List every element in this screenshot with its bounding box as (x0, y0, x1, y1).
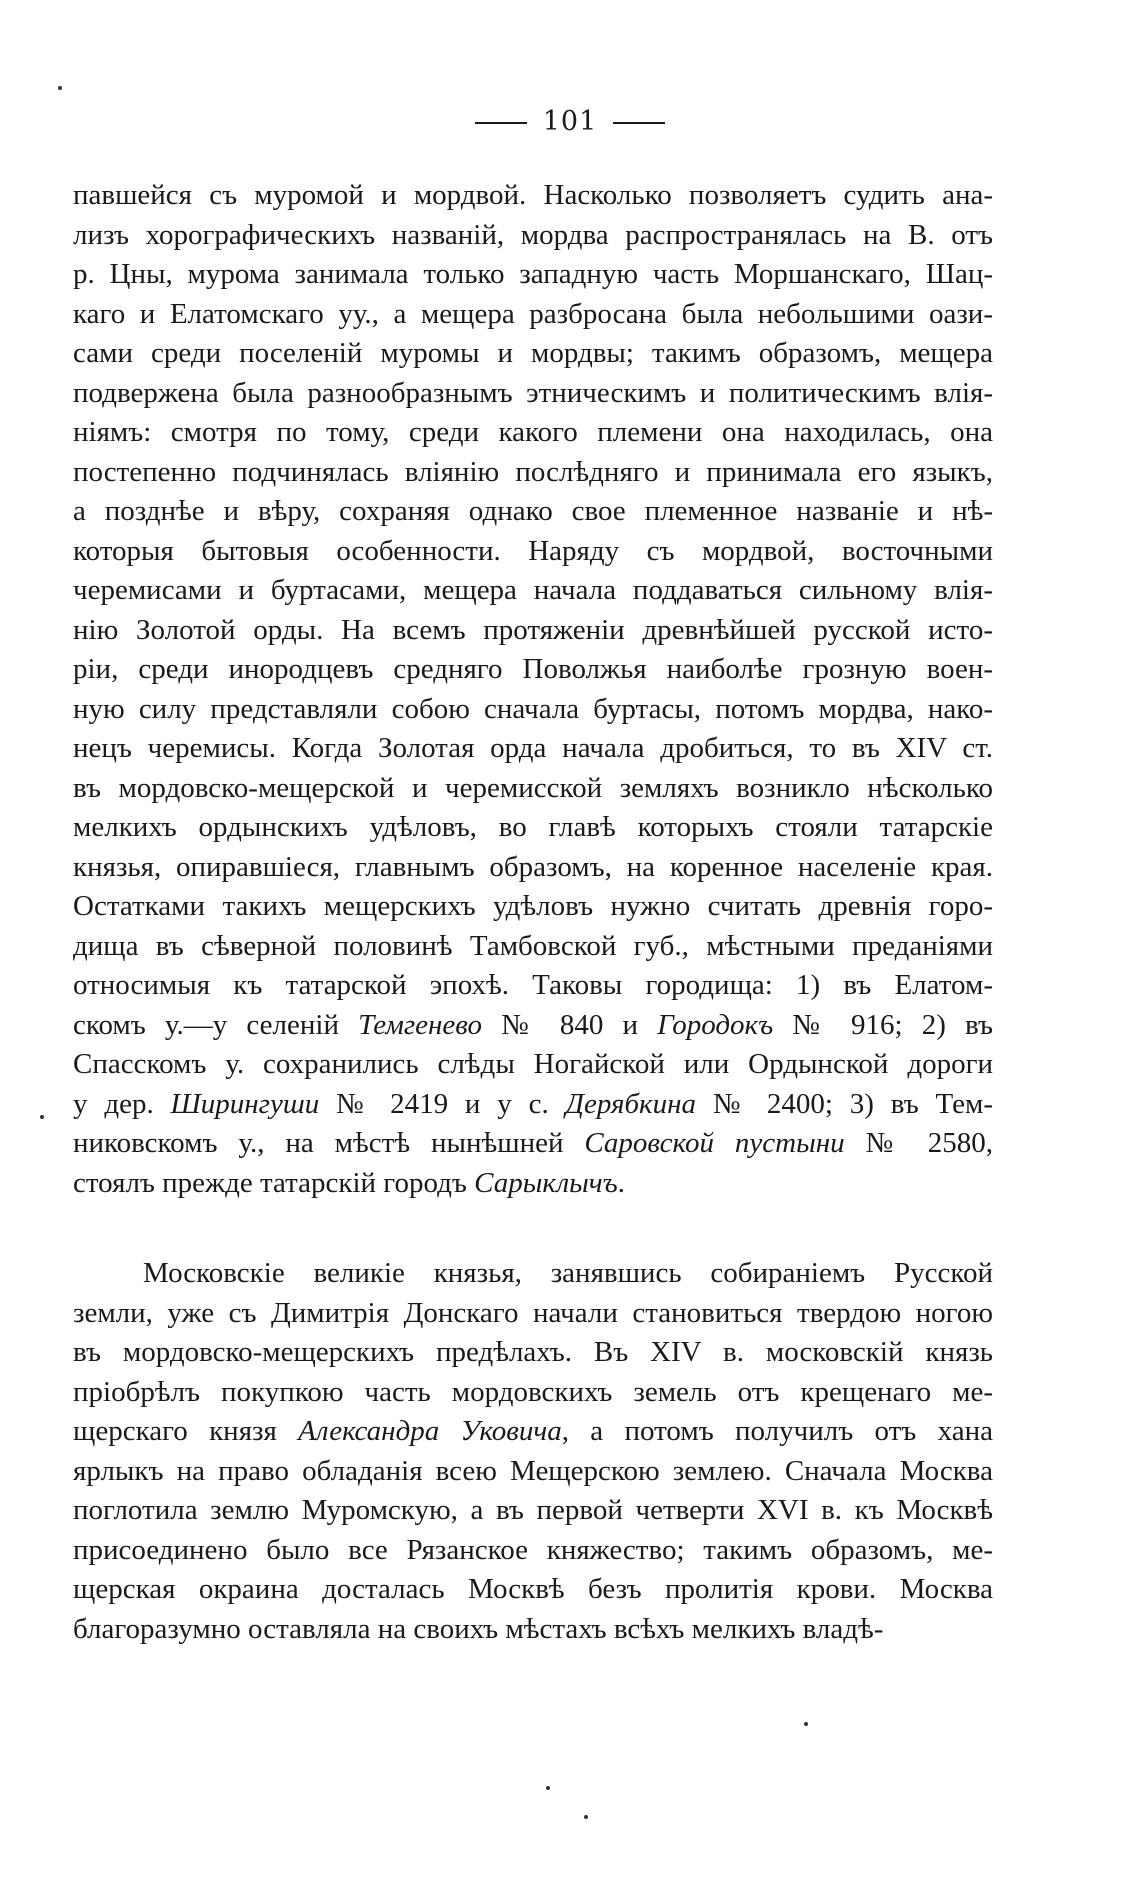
page-number: 101 (542, 106, 598, 137)
text-segment: № 840 и (482, 1008, 658, 1041)
text-line: сами среди поселеній муромы и мордвы; такимъ образомъ, мещера (73, 337, 993, 369)
text-segment: стоялъ прежде татарскій городъ (73, 1166, 475, 1199)
text-segment: , а потомъ получилъ отъ хана (561, 1415, 993, 1447)
text-line: р. Цны, мурома занимала только западную часть Моршанскаго, Шац- (73, 258, 993, 290)
text-line (73, 1124, 993, 1164)
text-line: земли, уже съ Димитрія Донскаго начали становиться твердою ногою (73, 1296, 993, 1329)
text-line: Спасскомъ у. сохранились слѣды Ногайской или Ордынской дороги (73, 1048, 993, 1080)
text-segment: № 2400; 3) въ Тем- (696, 1087, 993, 1120)
text-line: благоразумно оставляла на своихъ мѣстахъ всѣхъ мелкихъ владѣ- (73, 1612, 884, 1645)
person-name: Александра Уковича (298, 1415, 562, 1447)
text-line: поглотила землю Муромскую, а въ первой четверти XVI в. къ Москвѣ (73, 1494, 993, 1526)
text-segment: № 916; 2) въ (773, 1008, 993, 1041)
text-segment: № 2580, (844, 1127, 993, 1159)
ink-speck (40, 1115, 44, 1119)
text-line: а позднѣе и вѣру, сохраняя однако свое племенное названіе и нѣ- (73, 495, 993, 527)
ink-speck (58, 86, 62, 90)
text-line: которыя бытовыя особенности. Наряду съ мордвой, восточными (73, 534, 993, 567)
text-line: павшейся съ муромой и мордвой. Насколько позволяетъ судить ана- (73, 179, 993, 211)
text-line: присоединено было все Рязанское княжество; такимъ образомъ, ме- (73, 1533, 993, 1566)
place-name: Сарыклычъ (474, 1166, 618, 1199)
place-name: Ширингуши (170, 1087, 320, 1120)
text-line: ріи, среди инородцевъ средняго Поволжья наиболѣе грозную воен- (73, 653, 993, 685)
text-line: ніямъ: смотря по тому, среди какого племени она находилась, она (73, 416, 993, 448)
text-line: каго и Елатомскаго уу., а мещера разбросана была небольшими оази- (73, 297, 993, 330)
text-segment: № 2419 и у с. (319, 1087, 566, 1120)
text-line: черемисами и буртасами, мещера начала поддаваться сильному влія- (73, 574, 993, 606)
text-line: мелкихъ ордынскихъ удѣловъ, во главѣ которыхъ стояли татарскіе (73, 811, 993, 843)
text-line (73, 1006, 993, 1046)
text-line: дища въ сѣверной половинѣ Тамбовской губ., мѣстными преданіями (73, 929, 993, 962)
text-line: щерская окраина досталась Москвѣ безъ пролитія крови. Москва (73, 1573, 993, 1605)
text-line: въ мордовско-мещерской и черемисской земляхъ возникло нѣсколько (73, 771, 993, 804)
paragraph-2 (73, 1254, 993, 1649)
paragraph-1 (73, 176, 993, 1203)
ink-speck (584, 1815, 588, 1819)
place-name: Темгенево (358, 1008, 483, 1041)
ink-speck (804, 1722, 808, 1726)
text-line (73, 1412, 993, 1452)
page-header (0, 104, 1140, 140)
text-line (73, 1164, 993, 1204)
text-line (73, 1085, 993, 1125)
text-line: въ мордовско-мещерскихъ предѣлахъ. Въ XIV в. московскій князь (73, 1336, 993, 1368)
text-line: ярлыкъ на право обладанія всею Мещерскою землею. Сначала Москва (73, 1454, 993, 1487)
text-line: князья, опиравшіеся, главнымъ образомъ, на коренное населеніе края. (73, 850, 993, 883)
text-segment: скомъ у.—у селеній (73, 1008, 359, 1041)
header-left-rule (475, 122, 527, 124)
place-name: Дерябкина (565, 1087, 696, 1120)
text-segment: щерскаго князя (73, 1415, 299, 1447)
text-line: подвержена была разнообразнымъ этническимъ и политическимъ влія- (73, 376, 993, 409)
text-line: нію Золотой орды. На всемъ протяженіи древнѣйшей русской исто- (73, 613, 993, 646)
text-line: Московскіе великіе князья, занявшись собираніемъ Русской (143, 1257, 993, 1289)
text-segment: у дер. (73, 1087, 171, 1120)
text-segment: . (617, 1166, 625, 1199)
text-line: нецъ черемисы. Когда Золотая орда начала дробиться, то въ XIV ст. (73, 732, 993, 764)
text-line: Остатками такихъ мещерскихъ удѣловъ нужно считать древнія горо- (73, 890, 993, 922)
text-line: пріобрѣлъ покупкою часть мордовскихъ земель отъ крещенаго ме- (73, 1375, 993, 1408)
ink-speck (546, 1786, 550, 1790)
text-line: ную силу представляли собою сначала буртасы, потомъ мордва, нако- (73, 692, 993, 725)
text-line: постепенно подчинялась вліянію послѣдняго и принимала его языкъ, (73, 455, 993, 488)
text-segment: никовскомъ у., на мѣстѣ нынѣшней (73, 1127, 585, 1159)
header-right-rule (613, 122, 665, 124)
text-line: лизъ хорографическихъ названій, мордва распространялась на В. отъ (73, 218, 993, 251)
place-name: Саровской пустыни (584, 1127, 845, 1159)
text-line: относимыя къ татарской эпохѣ. Таковы городища: 1) въ Елатом- (73, 969, 993, 1001)
place-name: Городокъ (657, 1008, 774, 1041)
